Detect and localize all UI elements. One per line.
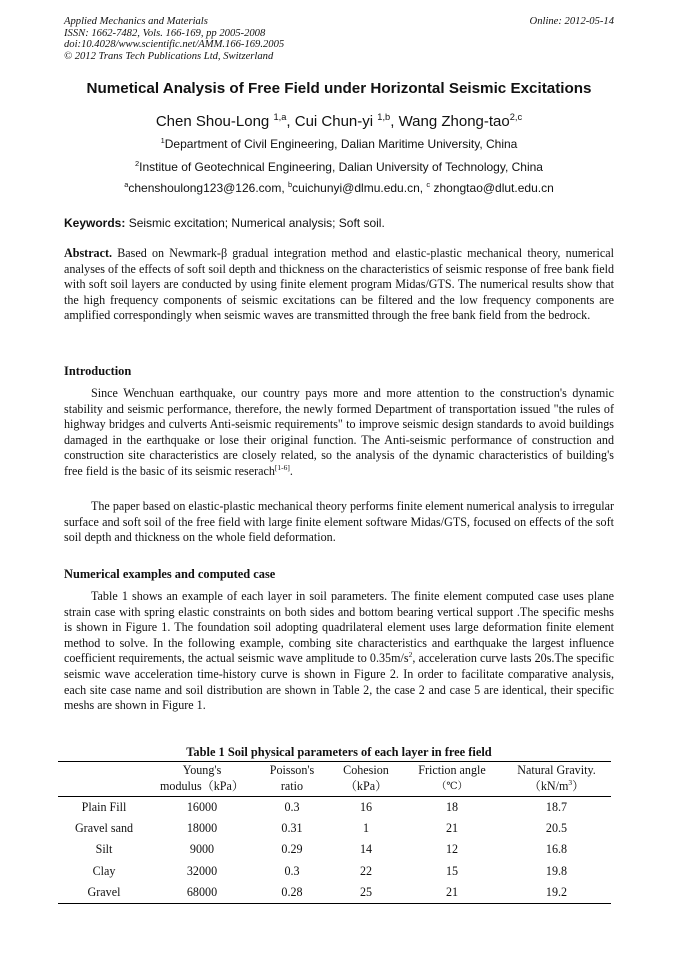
table-cell: 68000 [150,882,254,904]
table-row [58,818,611,839]
intro-text: Since Wenchuan earthquake, our country pays more and more attention to the construction's dynamic stability and seismic performance, therefore, the newly formed Department of transportation issued "the rules of highway bridges and culverts Anti-seismic requirements" to improve seismic design standards to avoid buildings damaged in the earthquake or lose their original function. The Anti-seismic performance of construction and construction site characteristics are closely related, so the analysis of the dynamic characteristics of building's free field is the basic of its seismic reserach [64,386,614,478]
author-sup: 1,a [273,112,287,122]
keywords [64,216,385,230]
table-cell: 25 [330,882,402,904]
keywords-text: Seismic excitation; Numerical analysis; Soft soil. [128,216,385,230]
section-heading-introduction: Introduction [64,364,132,378]
table-cell: 20.5 [545,821,568,836]
table-row-label: Plain Fill [81,799,127,814]
author-sup: 2,c [509,112,523,122]
abstract [64,246,614,324]
issn-line: ISSN: 1662-7482, Vols. 166-169, pp 2005-2008 [64,27,266,39]
table-header-cell [58,762,150,797]
affiliation-2 [40,160,638,174]
author-name: Chen Shou-Long [155,113,270,130]
table-row [58,882,611,904]
email-sup: b [288,180,293,189]
table-row [58,861,611,882]
table-cell: 15 [445,863,459,878]
table-row [58,797,611,819]
table-header-cell: Friction angle （℃） [402,762,502,797]
table-row-label: Gravel sand [74,821,134,836]
citation-ref[interactable]: [1-6] [274,462,290,472]
table-header-cell: Poisson's ratio [254,762,330,797]
online-date: Online: 2012-05-14 [529,16,614,27]
email-link[interactable]: chenshoulong123@126.com [128,181,282,195]
email-sup: a [124,180,129,189]
keywords-label: Keywords: [64,216,126,230]
journal-name: Applied Mechanics and Materials [64,16,208,27]
table-row-label: Gravel [58,882,150,904]
author-list: Chen Shou-Long $^{1,a}$, Cui Chun-yi $^{1,b}$, Wang Zhong-tao$^{2,c}$ [155,112,523,130]
affiliation-text: Institue of Geotechnical Engineering, Dalian University of Technology, China [139,160,543,174]
abstract-label: Abstract. [64,246,113,260]
table-row-label: Silt [95,842,113,857]
table-cell: 0.3 [284,799,300,814]
table-cell: 18 [445,799,459,814]
table-cell: 9000 [189,842,215,857]
table-cell: 0.3 [284,863,300,878]
numerical-text: , acceleration curve lasts 20s.The specific seismic wave acceleration time-history curve is shown in Figure 2. In order to facilitate comparative analysis, each site case name and soil distribution are shown in Table 2, the case 2 and case 5 are identical, their specific meshs are shown in Figure 1. [64,651,615,713]
numerical-text: Table 1 shows an example of each layer in soil parameters. The finite element computed case uses plane strain case with spring elastic constraints on both sides and bottom bearing vertical support .The specific meshs is shown in Figure 1. The foundation soil adopting quadrilateral element uses large deformation finite element method to solve. In the following example, combing site characteristics and earthquake the largest influence coefficient requirements, the actual seismic wave amplitude to 0.35m/s [64,589,614,666]
author-name: Wang Zhong-tao [398,113,510,130]
table-row-label: Clay [92,863,116,878]
abstract-text: Based on Newmark-β gradual integration method and elastic-plastic mechanical theory, numerical analyses of the effects of soft soil depth and thickness on the characteristics of seismic response of free bank field with soft soil layers are conducted by using finite element program Midas/GTS. The numerical results show that the high frequency components of seismic excitations can be filtered and the low frequency components are amplified correspondingly when seismic waves are transmitted through the free bank field from the bedrock. [64,246,614,323]
email-sup: c [426,180,431,189]
table-cell: 0.29 [281,842,303,857]
table-header-row [58,762,611,797]
email-link[interactable]: cuichunyi@dlmu.edu.cn [292,181,420,195]
affiliation-text: Department of Civil Engineering, Dalian Maritime University, China [164,137,518,151]
table-row [58,840,611,861]
affiliation-sup: 1 [160,136,165,145]
table-cell: 16.8 [545,842,568,857]
table-cell: 19.8 [545,863,568,878]
table-caption: Table 1 Soil physical parameters of each layer in free field [186,745,492,759]
table-cell: 19.2 [502,882,611,904]
table-header-cell: Natural Gravity. $(kN/m^3)$ [502,762,611,797]
numerical-paragraph-1 [64,589,614,714]
table-cell: 22 [359,863,373,878]
section-heading-numerical: Numerical examples and computed case [64,567,276,581]
email-list: $^a$chenshoulong123@126.com, $^b$cuichunyi@dlmu.edu.cn, $^c$ zhongtao@dlut.edu.cn [124,180,554,195]
author-sup: 1,b [377,112,391,122]
table-cell: 0.28 [254,882,330,904]
table-cell: 18.7 [545,799,568,814]
journal-header [64,16,284,63]
table-cell: 21 [445,821,459,836]
table-cell: 18000 [186,821,218,836]
table-cell: 16 [359,799,373,814]
table-cell: 1 [362,821,370,836]
intro-paragraph-1 [64,386,614,480]
affiliation-1 [40,137,638,151]
email-link[interactable]: zhongtao@dlut.edu.cn [433,181,554,195]
table-header-cell: Young's modulus（kPa） [150,762,254,797]
table-cell: 12 [445,842,459,857]
doi-line: doi:10.4028/www.scientific.net/AMM.166-169.2005 [64,39,285,51]
table-cell: 0.31 [281,821,303,836]
soil-parameters-table [58,761,611,904]
table-cell: 21 [402,882,502,904]
unit-sup: 2 [408,650,413,660]
intro-paragraph-2: The paper based on elastic-plastic mechanical theory performs finite element numerical analysis to irregular surface and soft soil of the free field with large finite element software Midas/GTS, focused on effects of the soft soil depth and thickness on the whole field deformation. [64,499,614,545]
table-cell: 14 [359,842,373,857]
table-header-cell: Cohesion （kPa） [330,762,402,797]
author-name: Cui Chun-yi [294,113,374,130]
copyright-line: © 2012 Trans Tech Publications Ltd, Switzerland [64,51,274,63]
table-cell: 16000 [186,799,218,814]
table-cell: 32000 [186,863,218,878]
paper-title: Numetical Analysis of Free Field under Horizontal Seismic Excitations [86,80,592,97]
affiliation-sup: 2 [135,159,140,168]
intro-text-end: . [289,463,293,478]
